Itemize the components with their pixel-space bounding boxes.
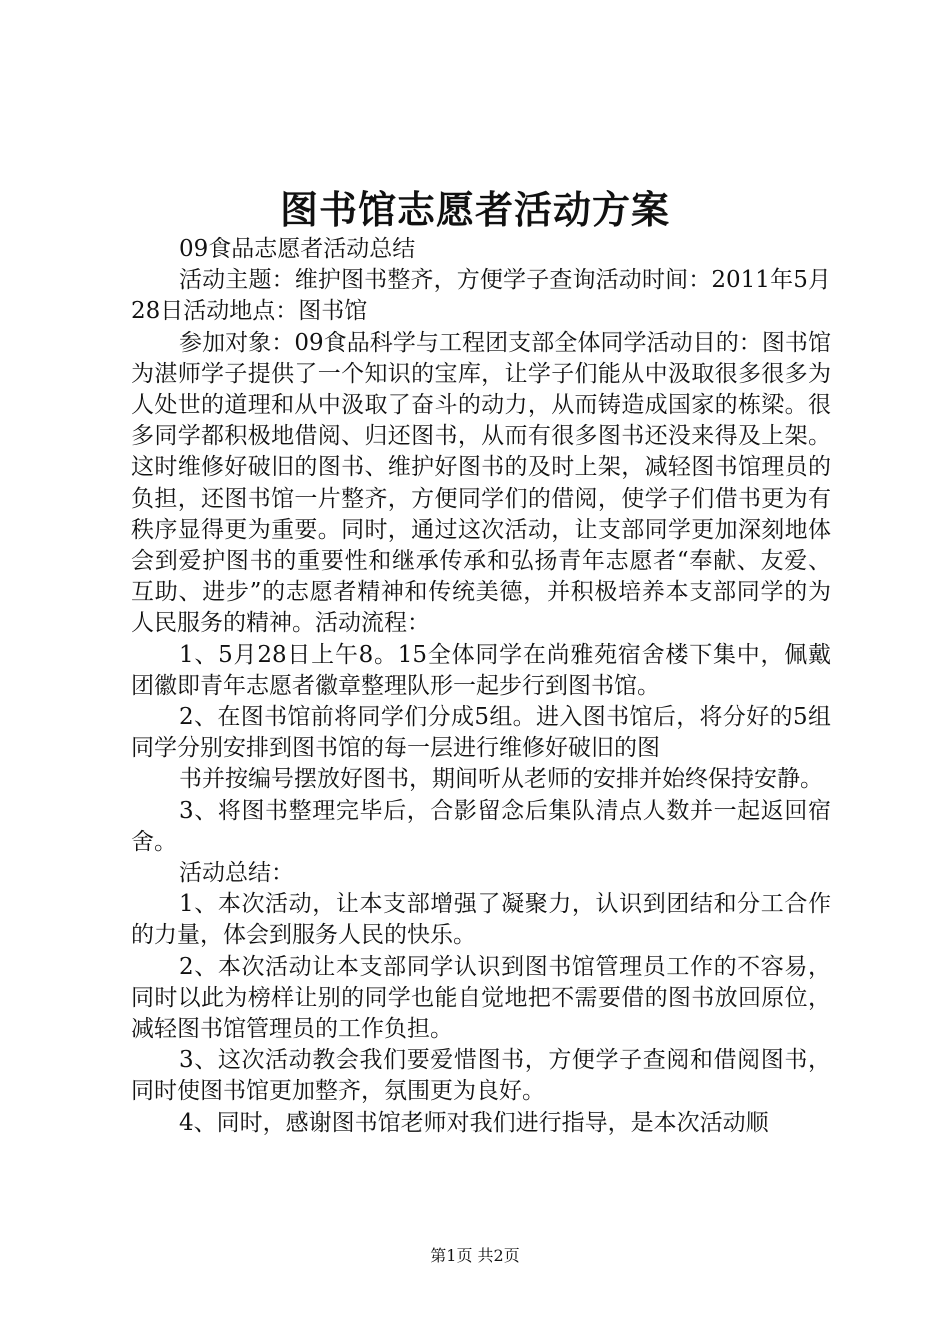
paragraph: 活动主题：维护图书整齐，方便学子查询活动时间：2011年5月28日活动地点：图书馆 (131, 267, 831, 325)
paragraph: 1、本次活动，让本支部增强了凝聚力，认识到团结和分工合作的力量，体会到服务人民的快乐。 (131, 891, 831, 949)
paragraph: 参加对象：09食品科学与工程团支部全体同学活动目的：图书馆为湛师学子提供了一个知识的宝库，让学子们能从中汲取很多很多为人处世的道理和从中汲取了奋斗的动力，从而铸造成国家的栋梁。很多同学都积极地借阅、归还图书，从而有很多图书还没来得及上架。这时维修好破旧的图书、维护好图书的及时上架，减轻图书馆理员的负担，还图书馆一片整齐，方便同学们的借阅，使学子们借书更为有秩序显得更为重要。同时，通过这次活动，让支部同学更加深刻地体会到爱护图书的重要性和继承传承和弘扬青年志愿者“奉献、友爱、互助、进步”的志愿者精神和传统美德，并积极培养本支部同学的为人民服务的精神。活动流程： (131, 329, 831, 637)
paragraph: 3、这次活动教会我们要爱惜图书，方便学子查阅和借阅图书，同时使图书馆更加整齐，氛围更为良好。 (131, 1047, 831, 1105)
document-body (131, 234, 831, 1139)
paragraph: 2、本次活动让本支部同学认识到图书馆管理员工作的不容易，同时以此为榜样让别的同学也能自觉地把不需要借的图书放回原位，减轻图书馆管理员的工作负担。 (131, 953, 831, 1043)
page-number: 第1页 共2页 (430, 1246, 520, 1265)
paragraph: 2、在图书馆前将同学们分成5组。进入图书馆后，将分好的5组同学分别安排到图书馆的每一层进行维修好破旧的图 (131, 704, 831, 762)
paragraph: 书并按编号摆放好图书，期间听从老师的安排并始终保持安静。 (179, 766, 823, 793)
paragraph: 3、将图书整理完毕后，合影留念后集队清点人数并一起返回宿舍。 (131, 797, 831, 855)
paragraph: 活动总结： (179, 860, 294, 887)
paragraph: 4、同时，感谢图书馆老师对我们进行指导，是本次活动顺 (179, 1109, 769, 1136)
paragraph: 1、5月28日上午8。15全体同学在尚雅苑宿舍楼下集中，佩戴团徽即青年志愿者徽章整理队形一起步行到图书馆。 (131, 641, 831, 699)
paragraph: 09食品志愿者活动总结 (179, 236, 416, 262)
document-title: 图书馆志愿者活动方案 (279, 187, 670, 232)
